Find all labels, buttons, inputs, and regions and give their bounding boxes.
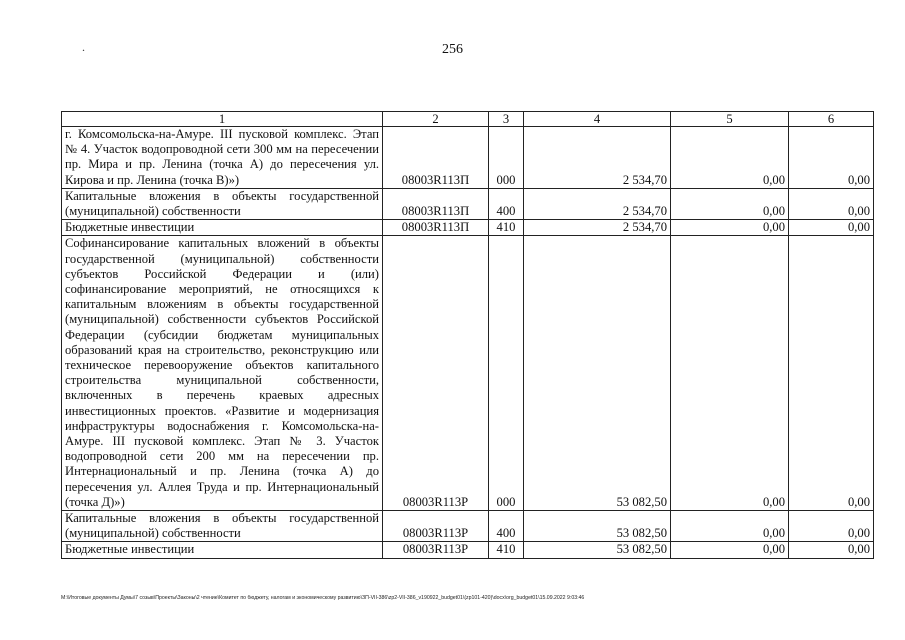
target-code: 08003R113П	[383, 220, 489, 236]
expense-type: 400	[489, 188, 524, 219]
amount-col6: 0,00	[789, 511, 874, 542]
table-row	[62, 188, 874, 219]
row-description: Софинансирование капитальных вложений в объекты государственной (муниципальной) собственности субъектов Российской Федерации и (или) софинансирование мероприятий, не относящихся к капитальным вложениям в объекты государственной (муниципальной) собственности субъектов Российской Федерации (субсидии бюджетам муниципальных образований края на строительство, реконструкцию или техническое перевооружение объектов капитального строительства муниципальной собственности, включенных в перечень краевых адресных инвестиционных проектов. «Развитие и модернизация инфраструктуры водоснабжения г. Комсомольска-на-Амуре. III пусковой комплекс. Этап № 3. Участок водопроводной сети 200 мм на пересечении пр. Интернациональный и пр. Ленина (точка А) до пересечения ул. Аллея Труда и пр. Интернациональный (точка Д)»)	[62, 236, 383, 511]
page-number: 256	[442, 42, 463, 57]
row-description: Капитальные вложения в объекты государственной (муниципальной) собственности	[62, 188, 383, 219]
table-header-row	[62, 112, 874, 127]
expense-type: 000	[489, 236, 524, 511]
amount-col4: 53 082,50	[524, 236, 671, 511]
row-description: г. Комсомольска-на-Амуре. III пусковой комплекс. Этап № 4. Участок водопроводной сети 300 мм на пересечении пр. Мира и пр. Ленина (точка А) до пересечения ул. Кирова и пр. Ленина (точка В)»)	[62, 127, 383, 189]
budget-table	[61, 111, 874, 559]
column-header: 2	[383, 112, 489, 127]
row-description: Бюджетные инвестиции	[62, 542, 383, 558]
column-header: 4	[524, 112, 671, 127]
amount-col6: 0,00	[789, 188, 874, 219]
target-code: 08003R113П	[383, 127, 489, 189]
amount-col5: 0,00	[671, 236, 789, 511]
expense-type: 400	[489, 511, 524, 542]
amount-col5: 0,00	[671, 188, 789, 219]
column-header: 6	[789, 112, 874, 127]
amount-col5: 0,00	[671, 542, 789, 558]
target-code: 08003R113P	[383, 542, 489, 558]
column-header: 3	[489, 112, 524, 127]
amount-col4: 2 534,70	[524, 220, 671, 236]
expense-type: 410	[489, 542, 524, 558]
expense-type: 000	[489, 127, 524, 189]
amount-col6: 0,00	[789, 542, 874, 558]
amount-col6: 0,00	[789, 127, 874, 189]
row-description: Капитальные вложения в объекты государственной (муниципальной) собственности	[62, 511, 383, 542]
column-header: 5	[671, 112, 789, 127]
amount-col5: 0,00	[671, 511, 789, 542]
table-row	[62, 236, 874, 511]
amount-col5: 0,00	[671, 220, 789, 236]
amount-col6: 0,00	[789, 220, 874, 236]
amount-col6: 0,00	[789, 236, 874, 511]
column-header: 1	[62, 112, 383, 127]
table-row	[62, 542, 874, 558]
document-path-footer: M:\Итоговые документы Думы\7 созыв\Проекты\Законы\2 чтение\Комитет по бюджету, налогам и экономическому развитию\ЗП-VII-386\zp2-VII-386_v190922_budget01\(zp101-420)\docx\org_budget01\15.09.2022 9:03:46	[61, 595, 585, 601]
target-code: 08003R113П	[383, 188, 489, 219]
row-description: Бюджетные инвестиции	[62, 220, 383, 236]
amount-col4: 53 082,50	[524, 542, 671, 558]
table-row	[62, 511, 874, 542]
amount-col5: 0,00	[671, 127, 789, 189]
target-code: 08003R113P	[383, 236, 489, 511]
table-row	[62, 127, 874, 189]
scan-mark: .	[82, 40, 85, 54]
expense-type: 410	[489, 220, 524, 236]
amount-col4: 53 082,50	[524, 511, 671, 542]
target-code: 08003R113P	[383, 511, 489, 542]
table-row	[62, 220, 874, 236]
amount-col4: 2 534,70	[524, 188, 671, 219]
amount-col4: 2 534,70	[524, 127, 671, 189]
